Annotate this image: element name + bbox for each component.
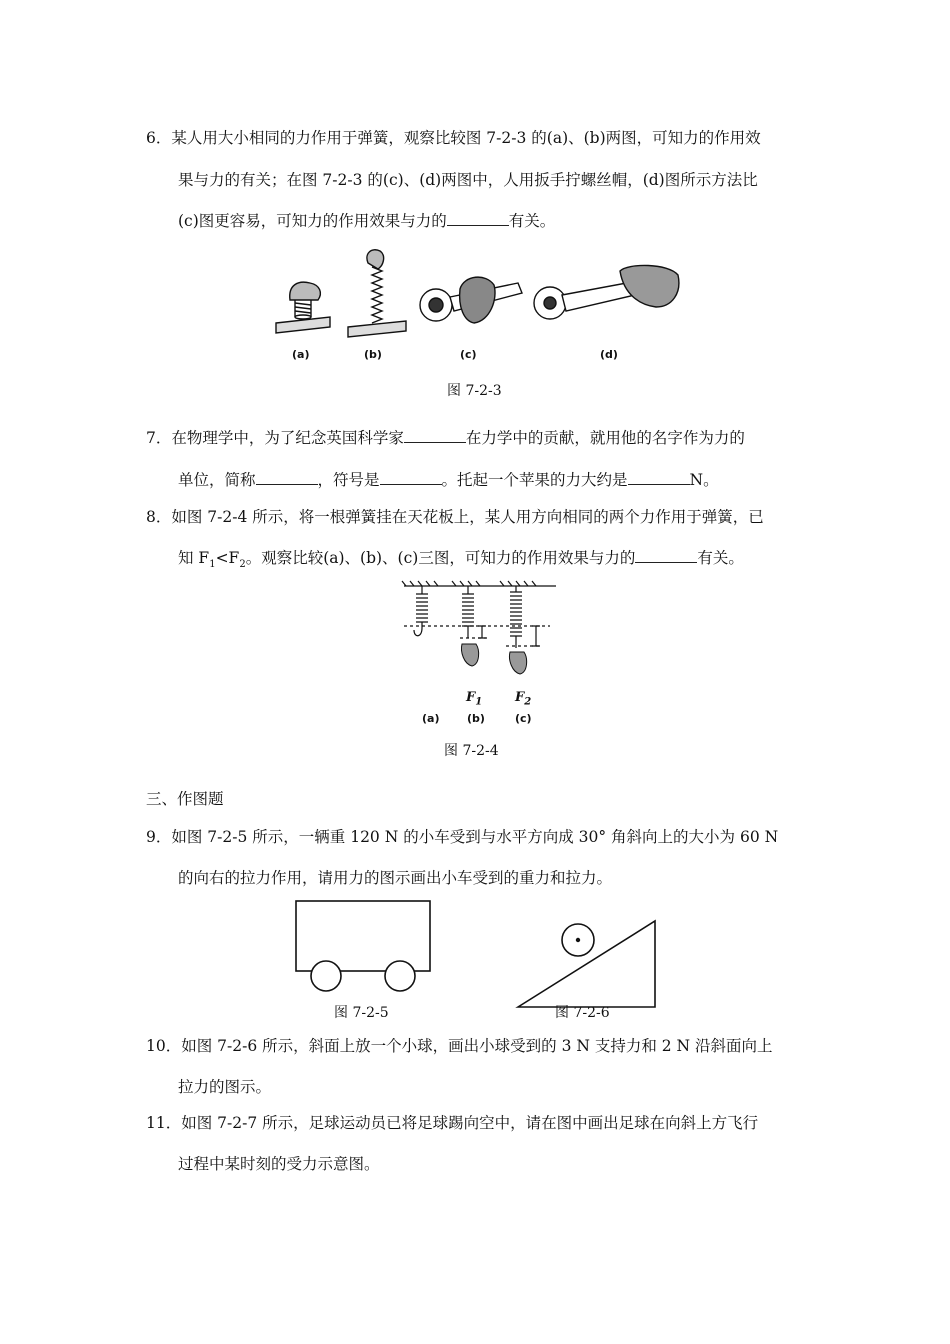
spring-stretched-drawing: [348, 250, 406, 337]
answer-blank[interactable]: [380, 470, 442, 485]
q8-f-text2: <F: [215, 549, 240, 567]
figure-7-2-6: [517, 917, 657, 1009]
q11-line1: 11．如图 7-2-7 所示，足球运动员已将足球踢向空中，请在图中画出足球在向斜上方飞行: [146, 1114, 759, 1132]
spring-c: [510, 586, 522, 648]
fig725-caption: 图 7-2-5: [334, 1005, 389, 1021]
q10-line1: 10．如图 7-2-6 所示，斜面上放一个小球，画出小球受到的 3 N 支持力和 2 N 沿斜面向上: [146, 1037, 773, 1055]
q8-f-sub2: 2: [239, 559, 246, 571]
fig724-label-c: (c): [515, 712, 532, 725]
f1-letter: F: [466, 690, 476, 705]
q7-line2-text3: 。托起一个苹果的力大约是: [441, 471, 628, 489]
q6-line1: 6．某人用大小相同的力作用于弹簧，观察比较图 7-2-3 的(a)、(b)两图，可知力的作用效: [146, 129, 761, 147]
spring-b: [462, 586, 474, 638]
q7-line2: [178, 470, 719, 490]
fig724-label-a: (a): [422, 712, 440, 725]
figure-7-2-4: [400, 580, 560, 690]
q6-line3-text: (c)图更容易，可知力的作用效果与力的: [178, 212, 447, 230]
fig723-caption: 图 7-2-3: [447, 383, 502, 399]
figure-7-2-3: [268, 245, 688, 355]
q8-line2-text: 。观察比较(a)、(b)、(c)三图，可知力的作用效果与力的: [245, 549, 636, 567]
cart-body: [296, 901, 430, 971]
hand-c: [509, 652, 526, 674]
q7-line2-tail: N。: [689, 471, 719, 489]
answer-blank[interactable]: [635, 548, 697, 563]
f2-letter: F: [515, 690, 525, 705]
ball-center: [576, 938, 580, 942]
answer-blank[interactable]: [447, 211, 509, 226]
q9-line1: 9．如图 7-2-5 所示，一辆重 120 N 的小车受到与水平方向成 30° 角斜向上的大小为 60 N: [146, 828, 779, 846]
fig723-label-d: (d): [600, 348, 618, 361]
f2-sub: 2: [524, 696, 532, 708]
answer-blank[interactable]: [256, 470, 318, 485]
fig723-label-a: (a): [292, 348, 310, 361]
hand-b: [461, 644, 478, 666]
q7-line1-tail: 在力学中的贡献，就用他的名字作为力的: [465, 429, 745, 447]
fig724-force2: [515, 690, 531, 708]
q7-line2-text2: ，符号是: [317, 471, 380, 489]
q7-line2-text: 单位，简称: [178, 471, 256, 489]
q8-line1: 8．如图 7-2-4 所示，将一根弹簧挂在天花板上，某人用方向相同的两个力作用于弹簧，已: [146, 508, 764, 526]
fig724-caption: 图 7-2-4: [444, 743, 499, 759]
q8-f-sub1: 1: [209, 559, 216, 571]
figure-7-2-5: [295, 900, 435, 996]
wrench-at-end-drawing: [534, 265, 679, 319]
q7-line1-text: 7．在物理学中，为了纪念英国科学家: [146, 429, 404, 447]
fig724-force1: [466, 690, 482, 708]
wrench-near-head-drawing: [420, 277, 522, 323]
q7-line1: [146, 428, 745, 448]
cart-wheel-left: [311, 961, 341, 991]
q11-line2: 过程中某时刻的受力示意图。: [178, 1155, 380, 1173]
fig726-caption: 图 7-2-6: [555, 1005, 610, 1021]
fig723-label-c: (c): [460, 348, 477, 361]
q8-f-text: 知 F: [178, 549, 210, 567]
q9-line2: 的向右的拉力作用，请用力的图示画出小车受到的重力和拉力。: [178, 869, 613, 887]
cart-wheel-right: [385, 961, 415, 991]
spring-a: [414, 586, 428, 636]
q8-line2: [178, 548, 744, 575]
f1-sub: 1: [475, 696, 483, 708]
section-title: 三、作图题: [146, 790, 224, 808]
q6-line2: 果与力的有关；在图 7-2-3 的(c)、(d)两图中，人用扳手拧螺丝帽，(d)图所示方法比: [178, 171, 758, 189]
spring-compressed-drawing: [276, 282, 330, 333]
q6-line3-tail: 有关。: [508, 212, 556, 230]
q8-line2-tail: 有关。: [697, 549, 744, 567]
answer-blank[interactable]: [404, 428, 466, 443]
fig724-label-b: (b): [467, 712, 485, 725]
fig723-label-b: (b): [364, 348, 382, 361]
q10-line2: 拉力的图示。: [178, 1078, 272, 1096]
q6-line3: [178, 211, 555, 231]
answer-blank[interactable]: [628, 470, 690, 485]
